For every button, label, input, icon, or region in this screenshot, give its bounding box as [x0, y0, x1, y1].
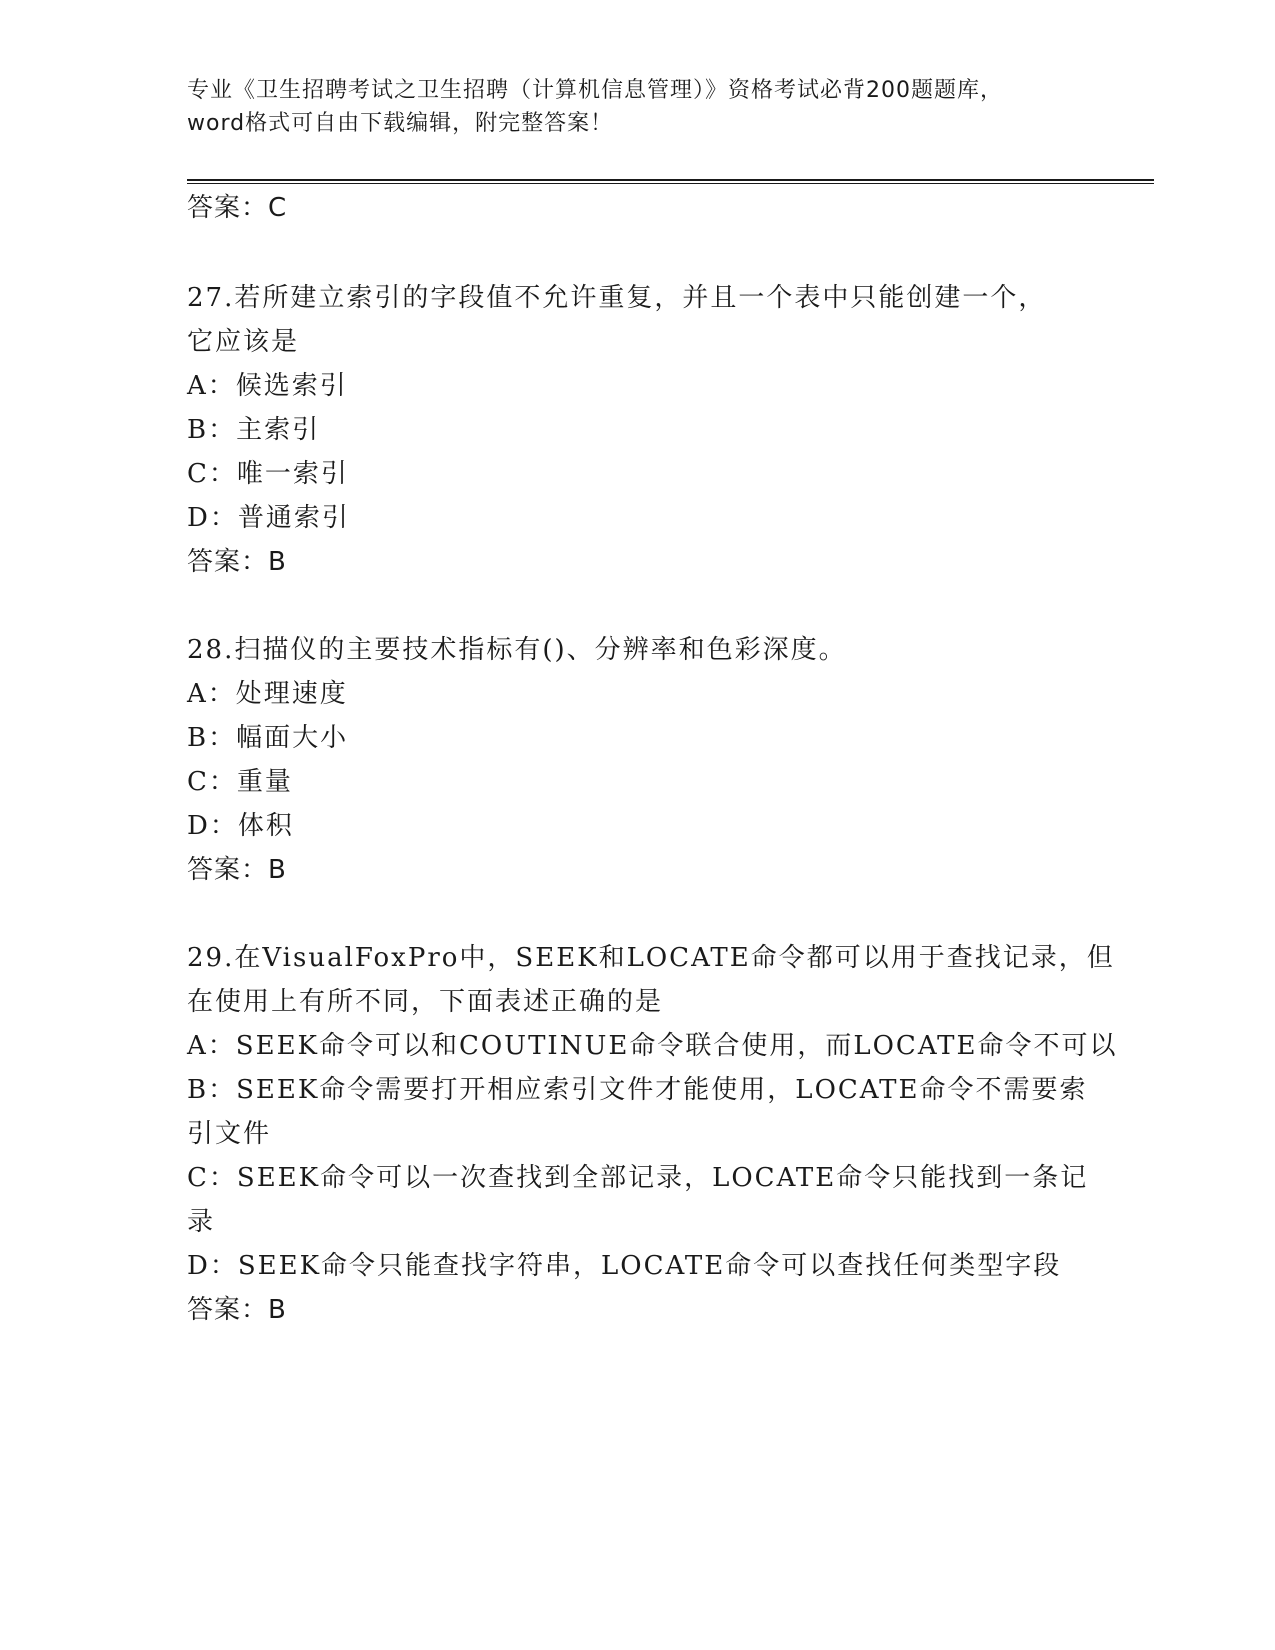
q28-answer: 答案：B: [187, 855, 287, 885]
q28-option-d: D：体积: [187, 811, 294, 841]
document-header: [187, 74, 1087, 140]
q29-option-b-line-1: B：SEEK命令需要打开相应索引文件才能使用，LOCATE命令不需要索: [187, 1075, 1088, 1105]
previous-answer: 答案：C: [187, 193, 288, 223]
q29-option-a: A：SEEK命令可以和COUTINUE命令联合使用，而LOCATE命令不可以: [187, 1031, 1118, 1061]
q28-option-a: A：处理速度: [187, 679, 348, 709]
q27-text-line-2: 它应该是: [187, 327, 300, 357]
q29-option-b-line-2: 引文件: [187, 1119, 272, 1149]
q29-text-line-2: 在使用上有所不同，下面表述正确的是: [187, 987, 664, 1017]
q28-text-line-1: 28.扫描仪的主要技术指标有()、分辨率和色彩深度。: [187, 635, 847, 665]
q28-option-b: B：幅面大小: [187, 723, 349, 753]
header-divider-thick: [187, 179, 1154, 181]
q29-option-d: D：SEEK命令只能查找字符串，LOCATE命令可以查找任何类型字段: [187, 1251, 1062, 1281]
q27-answer: 答案：B: [187, 547, 287, 577]
q27-option-d: D：普通索引: [187, 503, 350, 533]
q29-answer: 答案：B: [187, 1295, 287, 1325]
q29-option-c-line-1: C：SEEK命令可以一次查找到全部记录，LOCATE命令只能找到一条记: [187, 1163, 1089, 1193]
q27-option-c: C：唯一索引: [187, 459, 349, 489]
header-line-1: 专业《卫生招聘考试之卫生招聘（计算机信息管理）》资格考试必背200题题库，: [187, 78, 1003, 103]
header-divider-thin: [187, 183, 1154, 184]
header-line-2: word格式可自由下载编辑，附完整答案！: [187, 111, 614, 136]
q29-option-c-line-2: 录: [187, 1207, 216, 1237]
q27-option-a: A：候选索引: [187, 371, 348, 401]
q29-text-line-1: 29.在VisualFoxPro中，SEEK和LOCATE命令都可以用于查找记录，但: [187, 943, 1115, 973]
q27-text-line-1: 27.若所建立索引的字段值不允许重复，并且一个表中只能创建一个，: [187, 283, 1047, 313]
q28-option-c: C：重量: [187, 767, 293, 797]
q27-option-b: B：主索引: [187, 415, 321, 445]
